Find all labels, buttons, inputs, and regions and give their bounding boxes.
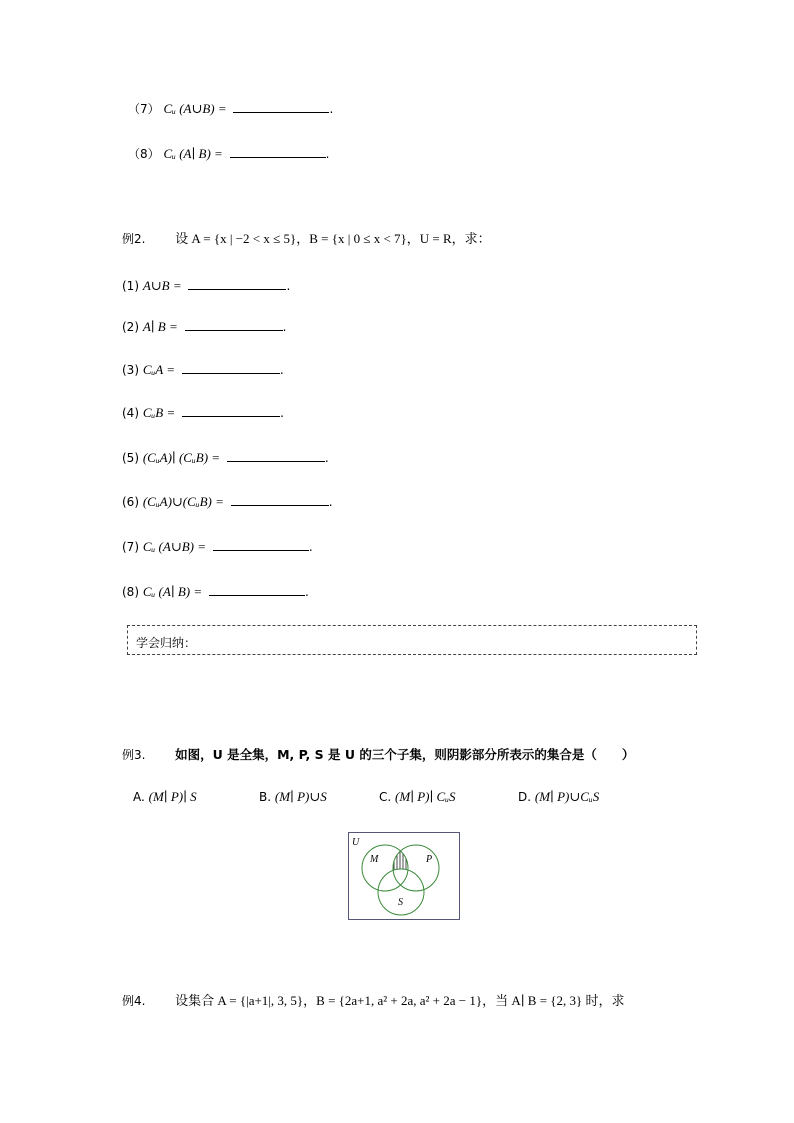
set-expression: A∪B = [142, 278, 182, 293]
answer-blank[interactable] [188, 277, 286, 290]
option-letter: D. [518, 790, 532, 804]
example-4-header [122, 993, 625, 1009]
period: . [286, 279, 291, 293]
answer-blank[interactable] [185, 318, 283, 331]
answer-blank[interactable] [182, 404, 280, 417]
ex2-item-1 [122, 277, 290, 294]
label-u: U [352, 837, 360, 848]
period: . [329, 102, 334, 116]
ex2-item-5 [122, 449, 329, 466]
ex2-item-3 [122, 361, 284, 378]
set-expression: (CᵤA)∪(CᵤB) = [142, 494, 224, 509]
option-letter: A. [133, 790, 145, 804]
label-p: P [426, 854, 433, 865]
period: . [282, 320, 287, 334]
period: . [304, 585, 309, 599]
label-s: S [398, 897, 403, 908]
item-number: (2) [122, 320, 139, 334]
summary-box[interactable] [127, 625, 697, 655]
ex2-item-6 [122, 493, 333, 510]
option-letter: C. [379, 790, 392, 804]
item-number: （7） [128, 102, 160, 116]
ex2-item-8 [122, 583, 309, 600]
answer-blank[interactable] [231, 493, 329, 506]
period: . [279, 363, 284, 377]
item-number: (5) [122, 451, 139, 465]
top-item-7 [128, 100, 333, 117]
top-item-8 [128, 145, 329, 162]
option-expression: (M∣ P)∪S [274, 789, 327, 804]
option-expression: (M∣ P)∣ CᵤS [395, 789, 456, 804]
option-expression: (M∣ P)∪CᵤS [534, 789, 600, 804]
period: . [325, 147, 330, 161]
option-d[interactable] [518, 789, 599, 805]
set-expression: CᵤB = [142, 405, 176, 420]
example-statement: 设集合 A = {|a+1|, 3, 5}，B = {2a+1, a² + 2a, a² + 2a − 1}，当 A∣ B = {2, 3} 时，求 [175, 993, 625, 1008]
summary-label: 学会归纳： [136, 636, 197, 650]
option-letter: B. [259, 790, 272, 804]
option-expression: (M∣ P)∣ S [148, 789, 197, 804]
item-number: （8） [128, 147, 160, 161]
set-expression: Cᵤ (A∣ B) = [142, 584, 203, 599]
option-c[interactable] [379, 789, 456, 805]
period: . [308, 540, 313, 554]
period: . [324, 451, 329, 465]
ex2-item-4 [122, 404, 284, 421]
ex2-item-2 [122, 318, 286, 335]
answer-blank[interactable] [209, 583, 305, 596]
set-expression: A∣ B = [142, 319, 178, 334]
example-3-header [122, 747, 634, 763]
example-statement: 设 A = {x | −2 < x ≤ 5}，B = {x | 0 ≤ x < 7}，U = R，求： [175, 231, 491, 246]
period: . [280, 406, 284, 420]
example-label: 例2. [122, 232, 146, 246]
ex2-item-7 [122, 538, 313, 555]
set-expression: Cᵤ (A∪B) = [163, 101, 227, 116]
example-2-header [122, 231, 491, 247]
example-statement: 如图，U 是全集，M, P, S 是 U 的三个子集，则阴影部分所表示的集合是（ ） [175, 747, 635, 762]
item-number: (4) [122, 406, 139, 420]
set-expression: Cᵤ (A∣ B) = [163, 146, 223, 161]
answer-blank[interactable] [182, 361, 280, 374]
set-expression: (CᵤA)∣ (CᵤB) = [142, 450, 221, 465]
answer-blank[interactable] [230, 145, 326, 158]
answer-blank[interactable] [213, 538, 309, 551]
item-number: (1) [122, 279, 139, 293]
venn-diagram [348, 832, 460, 920]
answer-blank[interactable] [227, 449, 325, 462]
item-number: (7) [122, 540, 139, 554]
answer-blank[interactable] [233, 100, 329, 113]
option-a[interactable] [133, 789, 197, 805]
item-number: (6) [122, 495, 139, 509]
item-number: (3) [122, 363, 139, 377]
item-number: (8) [122, 585, 139, 599]
example-label: 例3. [122, 748, 146, 762]
period: . [328, 495, 333, 509]
example-label: 例4. [122, 994, 146, 1008]
label-m: M [370, 854, 379, 865]
set-expression: CᵤA = [142, 362, 176, 377]
set-expression: Cᵤ (A∪B) = [142, 539, 207, 554]
option-b[interactable] [259, 789, 327, 805]
